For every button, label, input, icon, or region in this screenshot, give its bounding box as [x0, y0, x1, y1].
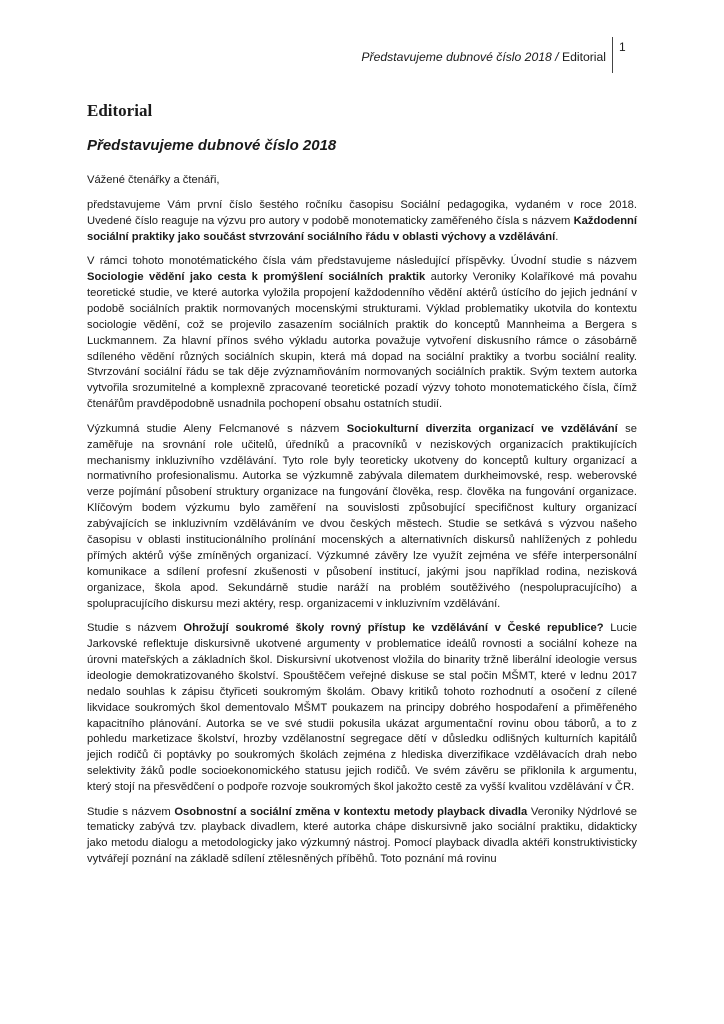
- issue-theme-title: Každodenní sociální praktiky jako součást stvrzování sociálního řádu v oblasti výchovy a vzdělávání: [87, 214, 637, 243]
- header-divider: [612, 37, 613, 73]
- paragraph-intro: [87, 198, 637, 246]
- paragraph-text: se zaměřuje na srovnání role učitelů, úředníků a pracovníků v neziskových organizacích praktikujících mechanismy inkluzivního vzdělávání. Tyto role byly teoreticky ukotveny do konceptů kultury organizací a normativního profesionalismu. Autorka se výzkumně zabývala dilematem durkheimovské, resp. weberovské verze pojímání působení struktury organizace na fungování člověka, resp. člověka na fungování organizace. Klíčovým bodem výzkumu bylo zaměření na souvislosti způsobující specifičnost kultury organizací zabývajících se inkluzivním vzděláváním ve dvou českých městech. Studie se setkává s výzvou našeho časopisu v oblasti institucionálního prolínání mocenských a alternativních diskursů nahlížených z pohledu přímých aktérů výše zmíněných organizací. Výzkumné závěry lze využít zejména ve sféře interpersonální komunikace a sdílení profesní zkušenosti v působení institucí, jakými jsou například rodina, nezisková organizace, škola apod. Sekundárně studie naráží na problém soutěživého (nespolupracujícího) a spolupracujícího diskursu mezi aktéry, resp. organizacemi v inkluzivním vzdělávání.: [87, 422, 637, 610]
- paragraph-text: Studie s názvem: [87, 805, 175, 818]
- running-header-section: Editorial: [561, 50, 606, 64]
- page-number: 1: [619, 40, 626, 54]
- page-title: Editorial: [87, 101, 153, 120]
- study-title: Sociokulturní diverzita organizací ve vzdělávání: [346, 422, 618, 435]
- running-header-issue: Představujeme dubnové číslo 2018: [361, 50, 552, 64]
- page-subtitle: Představujeme dubnové číslo 2018: [87, 137, 337, 154]
- paragraph-study-4: [87, 805, 637, 869]
- editorial-body: [87, 173, 637, 877]
- paragraph-text: Lucie Jarkovské reflektuje diskursivně ukotvené argumenty v problematice ideálů rovnosti a sociální koheze na úrovni mateřských a základních škol. Diskursivní ukotvenost vložila do binarity tržně liberální ideologie versus ideologie demokratizovaného školství. Spouštěčem veřejné diskuse se stal počin MŠMT, které v lednu 2017 nedalo souhlas k zápisu čtyřiceti soukromým školám. Obavy kritiků tohoto rozhodnutí a osočení z cílené likvidace soukromých škol dementovalo MŠMT poukazem na principy dobrého hospodaření a přiměřeného kapacitního plánování. Autorka se ve své studii pokusila ukázat argumentační rovinu obou táborů, a to z pohledu marketizace školství, hrozby vzdělanostní segregace dětí v důsledku odlišných kulturních kapitálů jejich rodičů či poptávky po soukromých školách zejména z hlediska diverzifikace vzdělávacích drah nebo selektivity žáků podle socioekonomického statusu jejich rodičů. Ve svém závěru se přiklonila k argumentu, který stojí na přesvědčení o podpoře rozvoje soukromých škol jakožto cestě za vyšší kvalitou vzdělávání v ČR.: [87, 622, 637, 794]
- paragraph-text: autorky Veroniky Kolaříkové má povahu teoretické studie, ve které autorka vyložila propojení každodenního vědění aktérů ústícího do jejich jednání v podobě sociálních praktik normovaných mocenskými strukturami. Výklad problematiky ukotvila do kontextu sociologie vědění, což se projevilo zasazením sociálních praktik do konceptů Mannheima a Bergera s Luckmannem. Za hlavní přínos svého výkladu autorka považuje vytvoření diskusního rámce o zásobárně sdíleného vědění různých sociálních skupin, která má dopad na sociální praktiky a tvorbu sociální reality. Stvrzování sociální řádu se tak děje zvýznamňováním normovaných sociálních praktik. Svým textem autorka vytvořila srozumitelné a komplexně zpracované teoretické pozadí výzvy tohoto monotematického čísla, čímž čtenářům pravděpodobně usnadnila pochopení obsahu ostatních studií.: [87, 271, 637, 411]
- paragraph-text: představujeme Vám první číslo šestého ročníku časopisu Sociální pedagogika, vydaném v roce 2018. Uvedené číslo reaguje na výzvu pro autory v podobě monotematicky zaměřeného čísla s názvem: [87, 198, 637, 227]
- study-title: Ohrožují soukromé školy rovný přístup ke vzdělávání v České republice?: [183, 622, 604, 635]
- paragraph-text: Veroniky Nýdrlové se tematicky zabývá tzv. playback divadlem, které autorka chápe diskursivně jako sociální praktiku, didakticky jako metodu dialogu a metodologicky jako výzkumný nástroj. Pomocí playback divadla aktéři konstruktivisticky vytvářejí poznání na základě sdílení ztělesněných příběhů. Toto poznání má rovinu: [87, 805, 637, 866]
- study-title: Osobnostní a sociální změna v kontextu metody playback divadla: [174, 805, 528, 818]
- running-header: [0, 50, 606, 64]
- running-header-separator: /: [551, 50, 562, 64]
- paragraph-text: Studie s názvem: [87, 622, 184, 635]
- paragraph-text: V rámci tohoto monotématického čísla vám představujeme následující příspěvky. Úvodní studie s názvem: [87, 255, 637, 268]
- study-title: Sociologie vědění jako cesta k promýšlení sociálních praktik: [87, 271, 426, 284]
- paragraph-study-3: [87, 621, 637, 796]
- paragraph-study-2: [87, 422, 637, 613]
- paragraph-text: .: [555, 230, 559, 243]
- paragraph-text: Výzkumná studie Aleny Felcmanové s názvem: [87, 422, 347, 435]
- paragraph-study-1: [87, 254, 637, 413]
- salutation: Vážené čtenářky a čtenáři,: [87, 174, 220, 186]
